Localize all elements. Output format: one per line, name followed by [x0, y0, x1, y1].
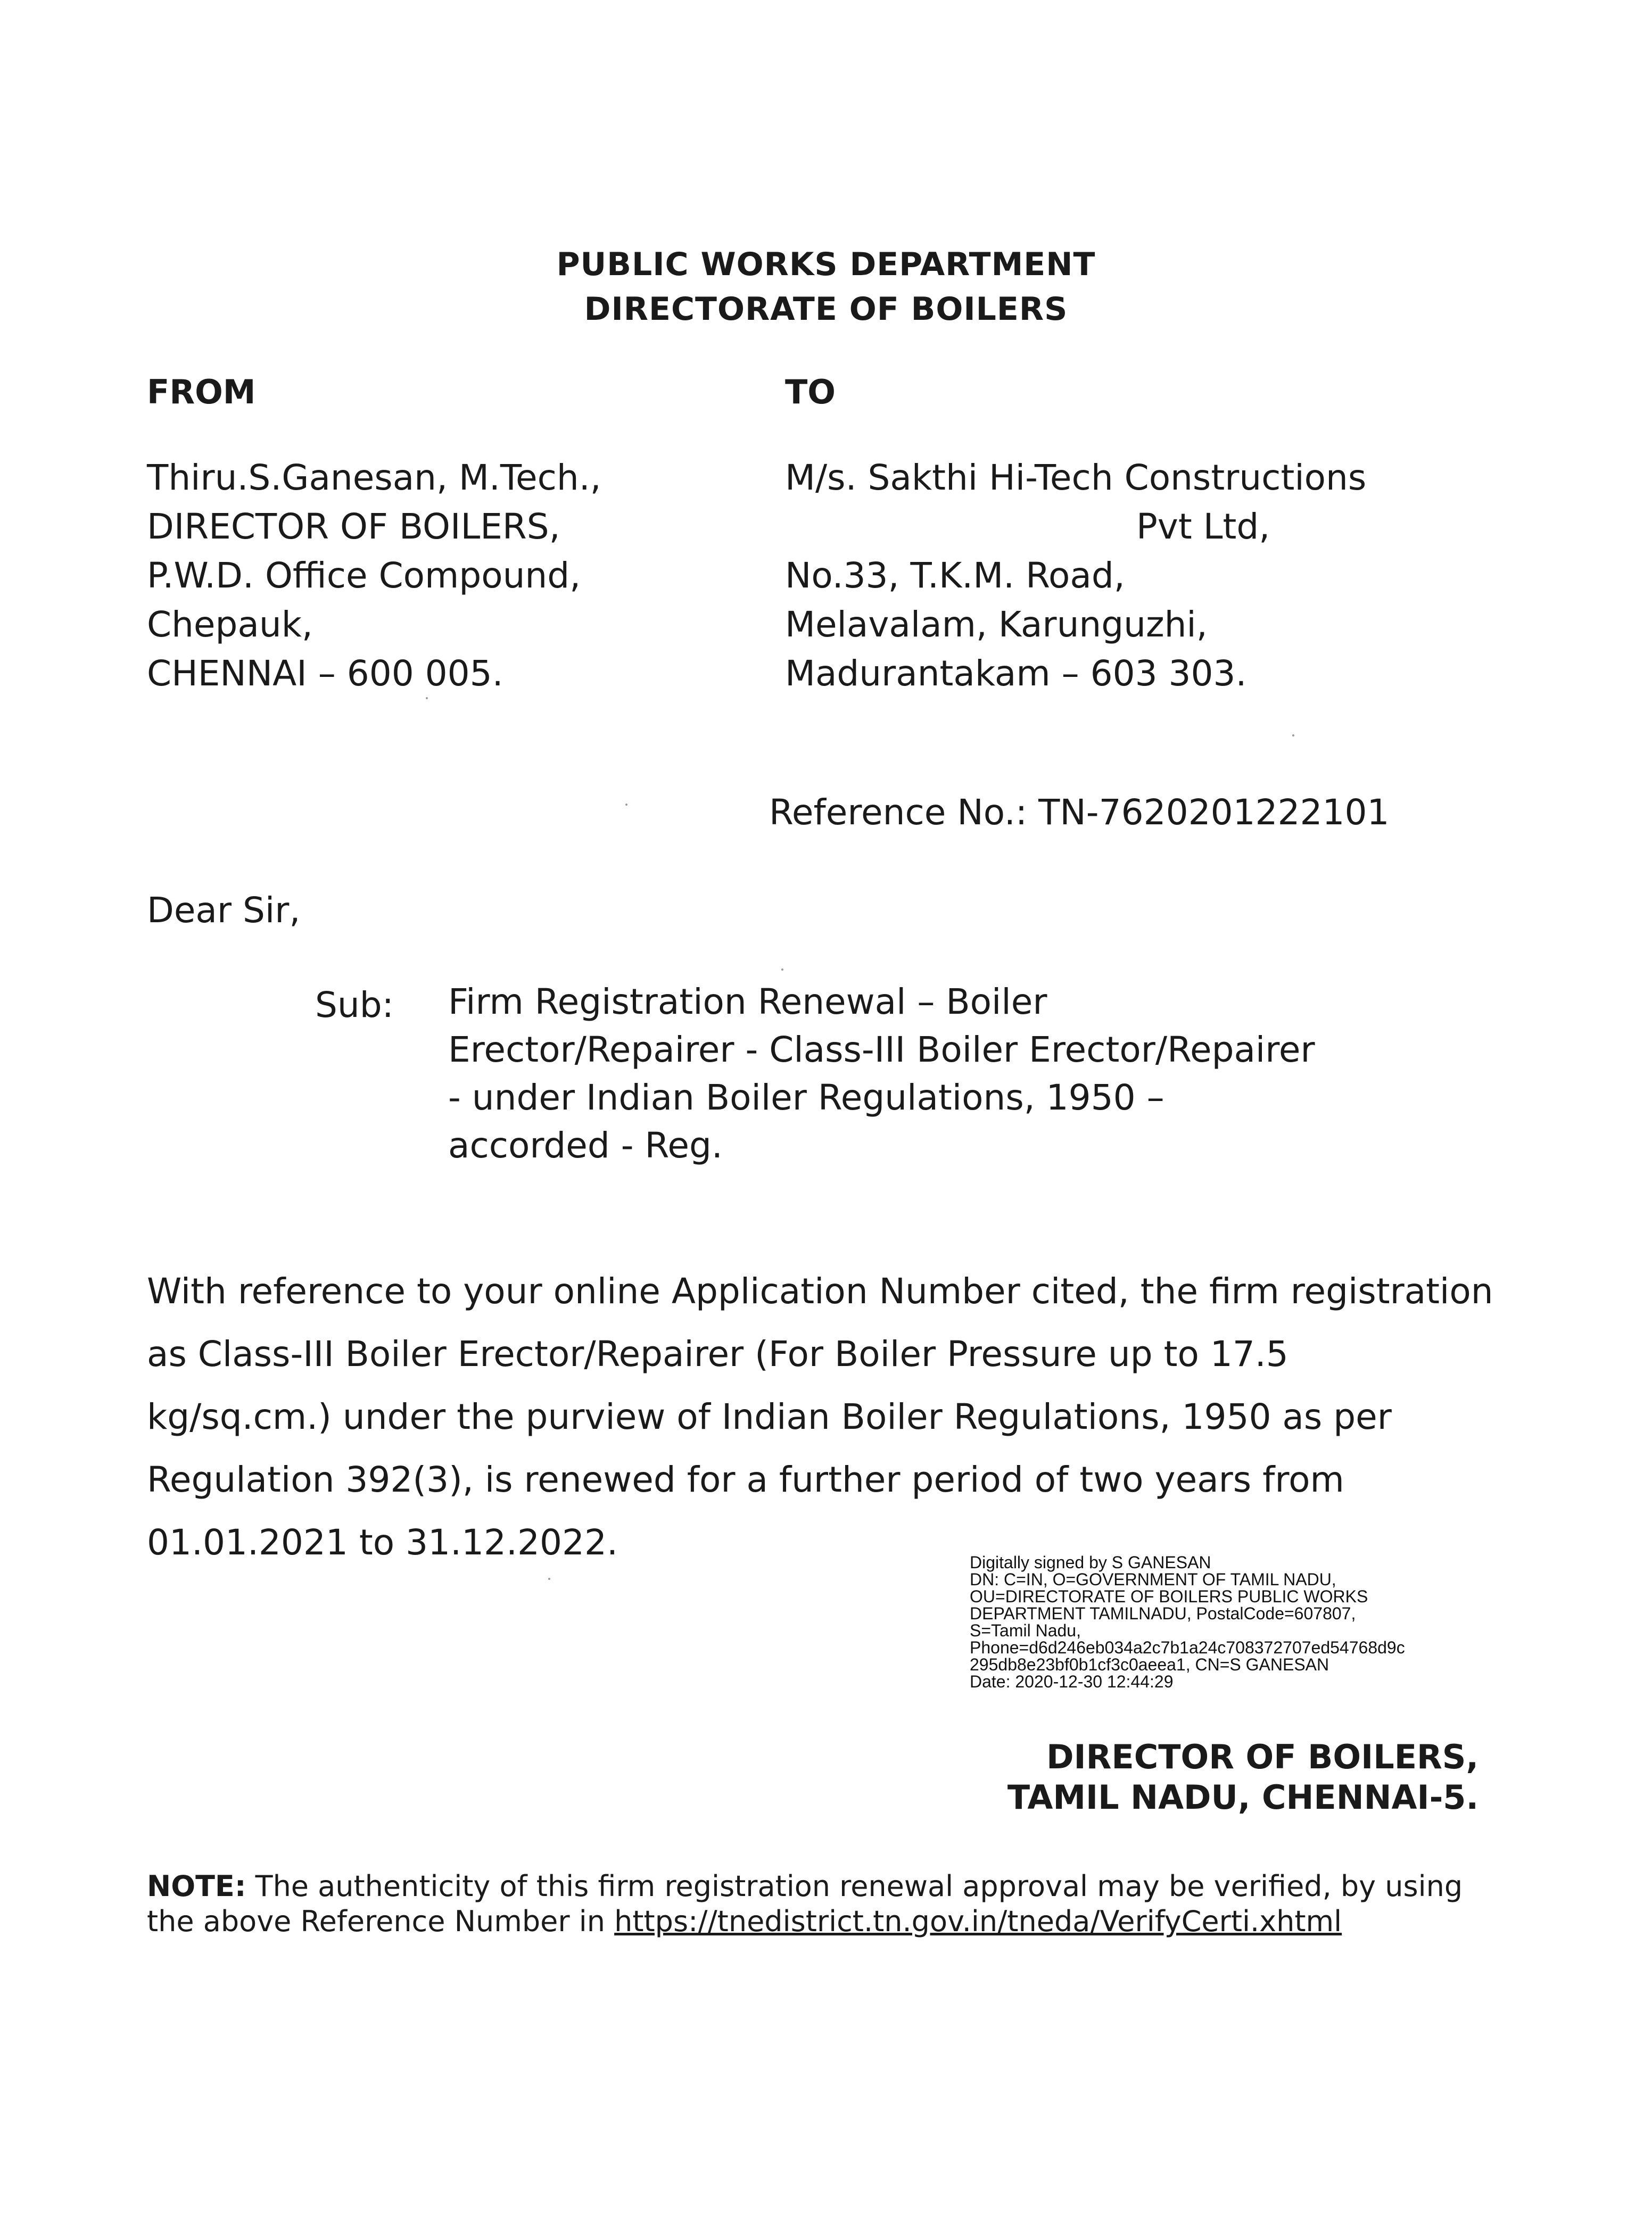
- from-line: CHENNAI – 600 005.: [147, 653, 503, 694]
- subject-line: Erector/Repairer - Class-III Boiler Erector/Repairer: [448, 1029, 1315, 1070]
- body-line: kg/sq.cm.) under the purview of Indian Boiler Regulations, 1950 as per: [147, 1396, 1392, 1437]
- to-line: Pvt Ltd,: [1136, 506, 1270, 547]
- signature-line: DN: C=IN, O=GOVERNMENT OF TAMIL NADU,: [970, 1570, 1336, 1589]
- signatory-title: [1007, 1737, 1478, 1818]
- department-title: PUBLIC WORKS DEPARTMENT: [556, 246, 1096, 283]
- from-line: DIRECTOR OF BOILERS,: [147, 506, 560, 547]
- signature-line: S=Tamil Nadu,: [970, 1621, 1081, 1640]
- to-label: TO: [785, 373, 836, 411]
- subject-line: accorded - Reg.: [448, 1125, 723, 1166]
- signature-line: Phone=d6d246eb034a2c7b1a24c708372707ed54768d9c: [970, 1638, 1405, 1657]
- body-line: Regulation 392(3), is renewed for a further period of two years from: [147, 1459, 1344, 1500]
- directorate-title: DIRECTORATE OF BOILERS: [584, 291, 1068, 328]
- scan-speck: [625, 804, 627, 806]
- body-line: 01.01.2021 to 31.12.2022.: [147, 1522, 618, 1563]
- to-line: Madurantakam – 603 303.: [785, 653, 1247, 694]
- scan-speck: [781, 969, 783, 971]
- body-line: With reference to your online Application Number cited, the firm registration: [147, 1271, 1493, 1312]
- salutation: Dear Sir,: [147, 890, 301, 931]
- subject-text: [448, 978, 1315, 1170]
- note-text-line2: the above Reference Number in: [147, 1905, 615, 1938]
- signature-line: OU=DIRECTORATE OF BOILERS PUBLIC WORKS: [970, 1587, 1368, 1606]
- from-label: FROM: [147, 373, 256, 411]
- signature-line: 295db8e23bf0b1cf3c0aeea1, CN=S GANESAN: [970, 1655, 1329, 1674]
- body-paragraph: [147, 1260, 1493, 1574]
- to-address: [785, 453, 1366, 698]
- body-line: as Class-III Boiler Erector/Repairer (For Boiler Pressure up to 17.5: [147, 1334, 1288, 1375]
- from-line: P.W.D. Office Compound,: [147, 555, 581, 596]
- verification-note: [147, 1869, 1531, 1939]
- verification-link[interactable]: https://tnedistrict.tn.gov.in/tneda/VerifyCerti.xhtml: [614, 1905, 1342, 1938]
- to-line: No.33, T.K.M. Road,: [785, 555, 1125, 596]
- from-line: Chepauk,: [147, 604, 313, 645]
- subject-line: - under Indian Boiler Regulations, 1950 –: [448, 1077, 1164, 1118]
- digital-signature-details: [970, 1554, 1405, 1690]
- signatory-line: DIRECTOR OF BOILERS,: [1046, 1737, 1478, 1776]
- signature-line: DEPARTMENT TAMILNADU, PostalCode=607807,: [970, 1604, 1356, 1623]
- signature-line: Digitally signed by S GANESAN: [970, 1553, 1211, 1572]
- subject-line: Firm Registration Renewal – Boiler: [448, 981, 1047, 1022]
- from-line: Thiru.S.Ganesan, M.Tech.,: [147, 457, 601, 498]
- reference-number: Reference No.: TN-7620201222101: [769, 792, 1390, 833]
- to-line: M/s. Sakthi Hi-Tech Constructions: [785, 457, 1367, 498]
- note-text: The authenticity of this firm registration renewal approval may be verified, by using: [246, 1869, 1463, 1903]
- subject-label: Sub:: [315, 984, 394, 1025]
- from-address: [147, 453, 601, 698]
- to-line: Melavalam, Karunguzhi,: [785, 604, 1208, 645]
- signatory-line: TAMIL NADU, CHENNAI-5.: [1007, 1778, 1478, 1817]
- note-label: NOTE:: [147, 1869, 246, 1903]
- scan-speck: [548, 1578, 550, 1580]
- signature-line: Date: 2020-12-30 12:44:29: [970, 1672, 1174, 1691]
- scan-speck: [1292, 734, 1294, 736]
